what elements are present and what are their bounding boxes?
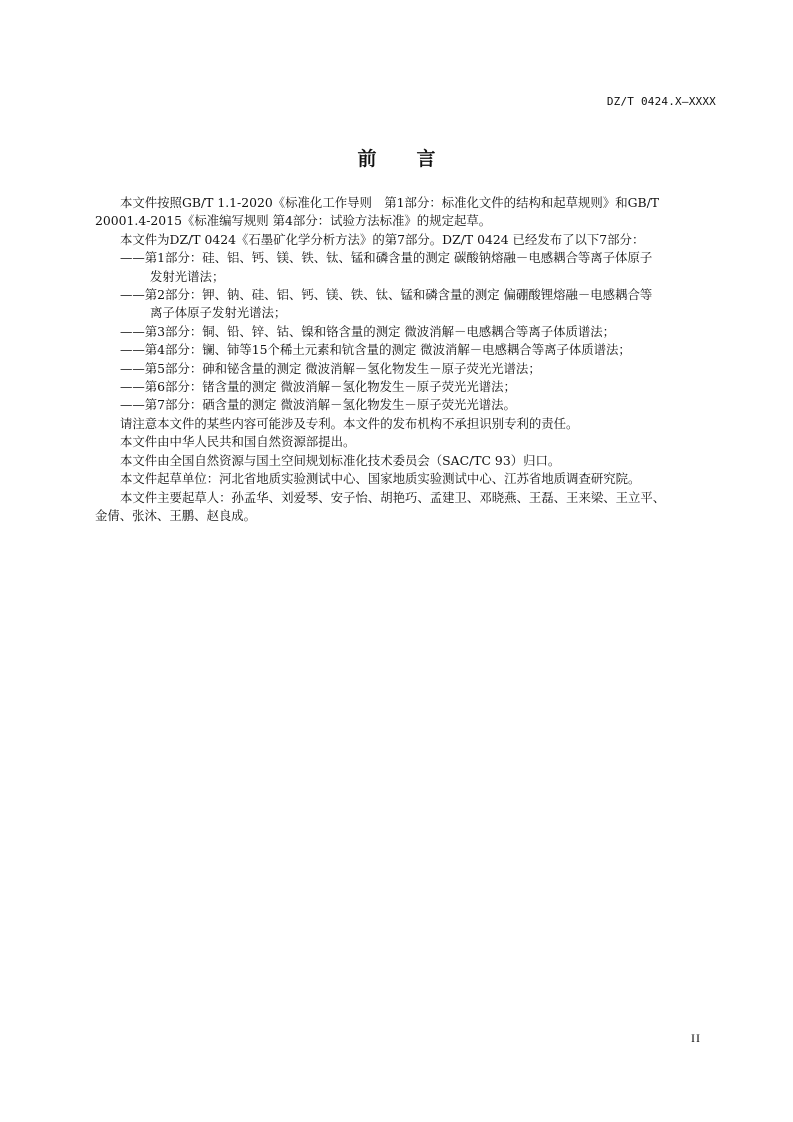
part-7-item: ——第7部分：硒含量的测定 微波消解－氢化物发生－原子荧光光谱法。 (120, 397, 516, 413)
part-4-item: ——第4部分：镧、铈等15个稀土元素和钪含量的测定 微波消解－电感耦合等离子体质谱法； (120, 342, 631, 358)
intro-paragraph (95, 194, 717, 231)
proposed-paragraph: 本文件由中华人民共和国自然资源部提出。 (120, 434, 356, 450)
drafting-units-paragraph: 本文件起草单位：河北省地质实验测试中心、国家地质实验测试中心、江苏省地质调查研究院。 (120, 471, 641, 487)
patent-paragraph: 请注意本文件的某些内容可能涉及专利。本文件的发布机构不承担识别专利的责任。 (120, 415, 579, 431)
part-2-item (95, 286, 717, 323)
drafters-line-1: 本文件主要起草人：孙孟华、刘爱琴、安子怡、胡艳巧、孟建卫、邓晓燕、王磊、王来梁、王立平、 (120, 489, 666, 505)
intro-line-2: 20001.4-2015《标准编写规则 第4部分：试验方法标准》的规定起草。 (95, 213, 492, 229)
part-5-item: ——第5部分：砷和铋含量的测定 微波消解－氢化物发生－原子荧光光谱法； (120, 360, 541, 376)
document-code: DZ/T 0424.X—XXXX (606, 95, 716, 108)
part-1-line-1: ——第1部分：硅、铝、钙、镁、铁、钛、锰和磷含量的测定 碳酸钠熔融－电感耦合等离子体原子 (120, 250, 653, 266)
document-body (95, 194, 717, 525)
page-number: II (691, 1031, 701, 1045)
drafters-line-2: 金倩、张沐、王鹏、赵良成。 (95, 507, 257, 523)
part-3-item: ——第3部分：铜、铅、锌、钴、镍和铬含量的测定 微波消解－电感耦合等离子体质谱法； (120, 323, 616, 339)
part-6-item: ——第6部分：锗含量的测定 微波消解－氢化物发生－原子荧光光谱法； (120, 379, 516, 395)
page-title: 前言 (357, 148, 476, 170)
intro-line-1: 本文件按照GB/T 1.1-2020《标准化工作导则 第1部分：标准化文件的结构和起草规则》和GB/T (120, 195, 660, 210)
managed-paragraph: 本文件由全国自然资源与国土空间规划标准化技术委员会（SAC/TC 93）归口。 (120, 452, 561, 468)
part-1-item (95, 249, 717, 286)
series-paragraph: 本文件为DZ/T 0424《石墨矿化学分析方法》的第7部分。DZ/T 0424 已经发布了以下7部分： (120, 231, 645, 247)
part-2-line-1: ——第2部分：钾、钠、硅、铝、钙、镁、铁、钛、锰和磷含量的测定 偏硼酸锂熔融－电感耦合等 (120, 287, 653, 303)
part-1-line-2: 发射光谱法； (150, 268, 225, 284)
part-2-line-2: 离子体原子发射光谱法； (150, 305, 287, 321)
drafters-paragraph (95, 489, 717, 526)
